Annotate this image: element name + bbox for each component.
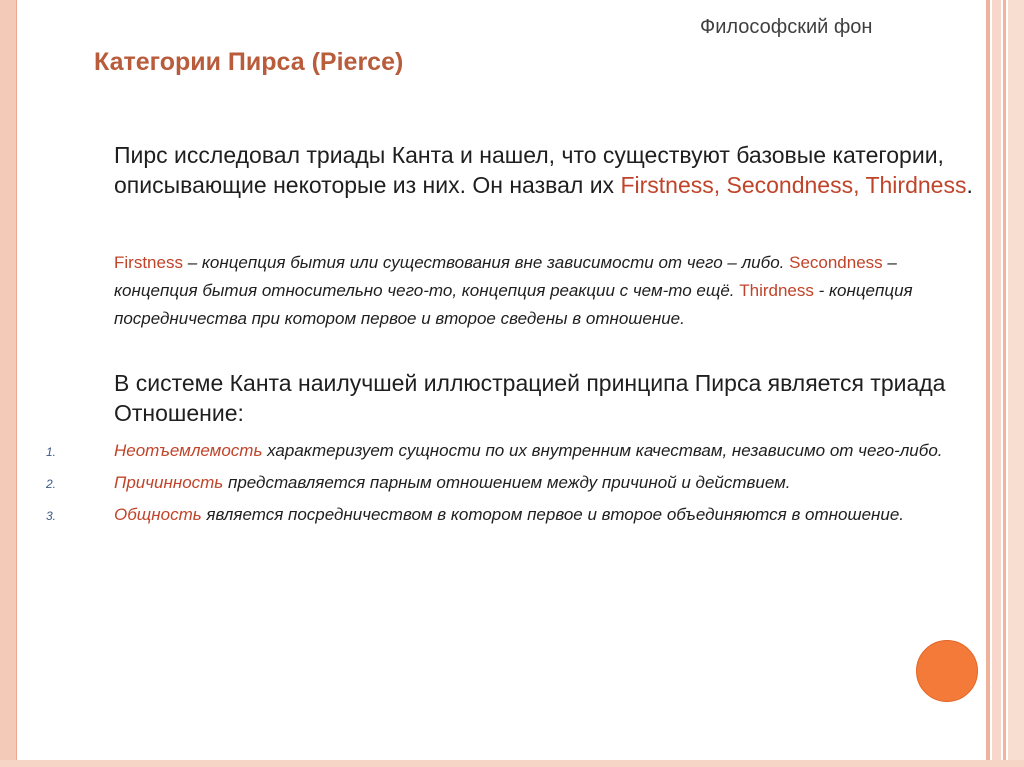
definitions-paragraph — [114, 249, 964, 333]
list-description: является посредничеством в котором первое и второе объединяются в отношение. — [201, 505, 905, 524]
intro-text: Пирс исследовал триады Канта и нашел, что существуют базовые категории, описывающие некоторые из них. Он назвал их — [114, 142, 944, 198]
section-label: Философский фон — [700, 16, 873, 38]
list-term: Общность — [114, 505, 202, 524]
list-number: 3. — [46, 509, 57, 523]
firstness-term: Firstness — [114, 253, 183, 272]
numbered-list — [0, 437, 980, 533]
slide-title: Категории Пирса (Pierce) — [94, 48, 404, 76]
right-frame-stripe — [1008, 0, 1024, 767]
list-text — [114, 437, 954, 465]
list-description: характеризует сущности по их внутренним качествам, независимо от чего-либо. — [262, 441, 943, 460]
list-item — [0, 501, 980, 529]
firstness-definition: – концепция бытия или существования вне зависимости от чего – либо. — [182, 253, 790, 272]
intro-text-end: . — [966, 172, 973, 198]
right-frame-stripe — [986, 0, 990, 767]
list-term: Неотъемлемость — [114, 441, 263, 460]
list-item — [0, 469, 980, 497]
secondness-term: Secondness — [789, 253, 883, 272]
thirdness-definition: - концепция посредничества при котором первое и второе сведены в отношение. — [114, 281, 913, 328]
list-description: представляется парным отношением между причиной и действием. — [223, 473, 791, 492]
list-text — [114, 469, 954, 497]
kant-paragraph: В системе Канта наилучшей иллюстрацией принципа Пирса является триада Отношение: — [114, 370, 946, 426]
list-text — [114, 501, 954, 529]
list-number: 1. — [46, 445, 57, 459]
decorative-orange-circle — [916, 640, 978, 702]
list-item — [0, 437, 980, 465]
intro-paragraph — [114, 140, 974, 200]
left-frame-border — [0, 0, 17, 767]
right-frame-stripe — [1003, 0, 1006, 767]
list-term: Причинность — [114, 473, 224, 492]
list-number: 2. — [46, 477, 57, 491]
intro-highlight: Firstness, Secondness, Thirdness — [620, 172, 967, 198]
secondness-definition: – концепция бытия относительно чего-то, концепция реакции с чем-то ещё. — [114, 253, 897, 300]
bottom-frame-border — [0, 760, 1024, 767]
thirdness-term: Thirdness — [739, 281, 814, 300]
right-frame-stripe — [992, 0, 1001, 767]
